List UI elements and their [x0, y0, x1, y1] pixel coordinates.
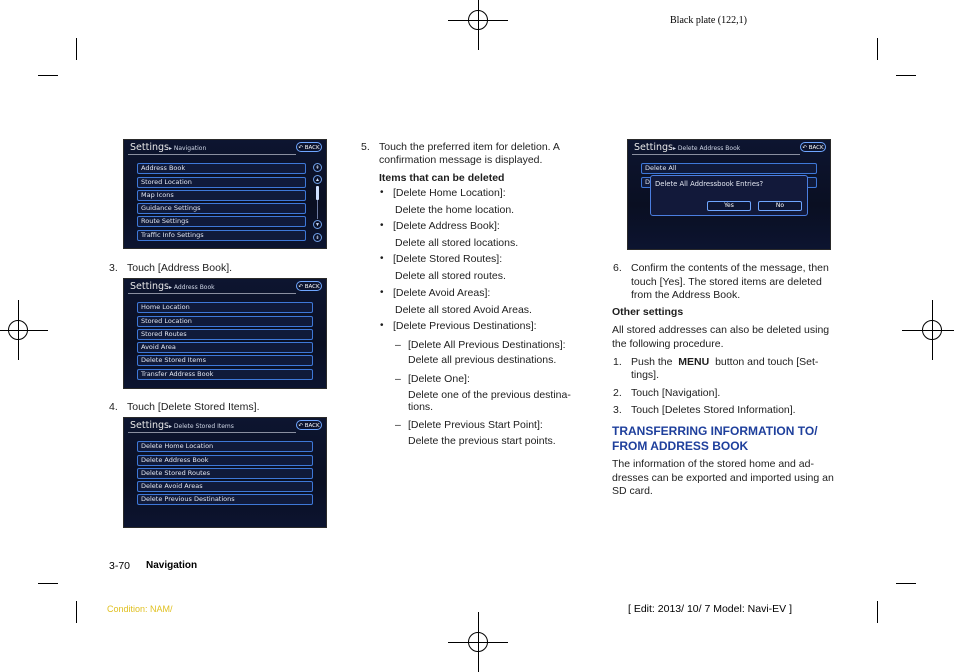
menu-item-transfer-address-book[interactable]: Transfer Address Book — [137, 369, 313, 380]
screen-title: Settings▸ Delete Stored Items — [130, 420, 234, 431]
step-text: from the Address Book. — [631, 289, 741, 301]
sub-list-item-desc: Delete the previous start points. — [408, 435, 556, 447]
list-item: [Delete Previous Destinations]: — [393, 320, 537, 332]
screen-address-book — [123, 278, 327, 389]
step-text: Confirm the contents of the message, then — [631, 262, 829, 274]
menu-key-label: MENU — [678, 356, 710, 368]
screen-subtitle: ▸ Delete Stored Items — [168, 423, 234, 430]
menu-item-avoid-area[interactable]: Avoid Area — [137, 342, 313, 353]
menu-item-delete-previous-destinations[interactable]: Delete Previous Destinations — [137, 494, 313, 505]
menu-item-delete-address-book[interactable]: Delete Address Book — [137, 455, 313, 466]
screen-subtitle: ▸ Address Book — [168, 284, 215, 291]
bullet-icon: • — [380, 187, 384, 198]
back-button[interactable]: ↶ BACK — [800, 142, 826, 152]
dash-icon: – — [395, 373, 401, 385]
menu-item-home-location[interactable]: Home Location — [137, 302, 313, 313]
registration-mark-right — [902, 300, 954, 360]
screen-title: Settings▸ Delete Address Book — [634, 142, 741, 153]
paragraph: the following procedure. — [612, 338, 724, 350]
step-number: 6. — [613, 262, 622, 274]
crop-mark — [896, 75, 916, 76]
sub-list-item: [Delete All Previous Destinations]: — [408, 339, 566, 351]
list-item-desc: Delete all stored routes. — [395, 270, 506, 282]
sub-list-item-desc: Delete all previous destinations. — [408, 354, 557, 366]
crop-mark — [877, 601, 878, 623]
section-heading: FROM ADDRESS BOOK — [612, 439, 749, 453]
step-number: 3. — [109, 262, 118, 274]
back-button[interactable]: ↶ BACK — [296, 281, 322, 291]
scroll-top-icon[interactable]: ⇞ — [313, 163, 322, 172]
registration-mark-top — [448, 0, 508, 50]
step-text: touch [Yes]. The stored items are deleted — [631, 276, 822, 288]
step-text: confirmation message is displayed. — [379, 154, 543, 166]
crop-mark — [38, 583, 58, 584]
confirm-dialog — [650, 175, 808, 216]
paragraph: dresses can be exported and imported using an — [612, 472, 834, 484]
dash-icon: – — [395, 339, 401, 351]
step-text: Push the MENU button and touch [Set- — [631, 356, 819, 368]
menu-item-delete-partial[interactable]: D — [641, 177, 817, 188]
title-divider — [128, 432, 296, 433]
step-text: tings]. — [631, 369, 660, 381]
screen-delete-stored-items — [123, 417, 327, 528]
crop-mark — [896, 583, 916, 584]
scroll-up-icon[interactable]: ▲ — [313, 175, 322, 184]
step-text: Touch [Delete Stored Items]. — [127, 401, 260, 413]
menu-item-delete-stored-routes[interactable]: Delete Stored Routes — [137, 468, 313, 479]
page-number: 3-70 — [109, 560, 131, 572]
registration-mark-bottom — [448, 612, 508, 672]
bullet-icon: • — [380, 253, 384, 264]
screen-navigation — [123, 139, 327, 249]
bullet-icon: • — [380, 320, 384, 331]
menu-item-stored-location[interactable]: Stored Location — [137, 177, 306, 188]
step-number: 4. — [109, 401, 118, 413]
scroll-down-icon[interactable]: ▼ — [313, 220, 322, 229]
screen-title: Settings▸ Navigation — [130, 142, 207, 153]
scrollbar-thumb[interactable] — [316, 186, 319, 200]
sub-list-item: [Delete One]: — [408, 373, 470, 385]
paragraph: The information of the stored home and ad- — [612, 458, 814, 470]
menu-item-delete-all[interactable]: Delete All — [641, 163, 817, 174]
bullet-icon: • — [380, 220, 384, 231]
sub-list-item-desc: tions. — [408, 401, 434, 413]
step-number: 2. — [613, 387, 622, 399]
list-item: [Delete Avoid Areas]: — [393, 287, 491, 299]
sub-list-item-desc: Delete one of the previous destina- — [408, 389, 571, 401]
back-button[interactable]: ↶ BACK — [296, 420, 322, 430]
menu-item-delete-stored-items[interactable]: Delete Stored Items — [137, 355, 313, 366]
paragraph: All stored addresses can also be deleted using — [612, 324, 830, 336]
menu-item-address-book[interactable]: Address Book — [137, 163, 306, 174]
list-item: [Delete Home Location]: — [393, 187, 506, 199]
bullet-icon: • — [380, 287, 384, 298]
condition-label: Condition: NAM/ — [107, 604, 173, 614]
menu-item-guidance-settings[interactable]: Guidance Settings — [137, 203, 306, 214]
menu-item-stored-routes[interactable]: Stored Routes — [137, 329, 313, 340]
dash-icon: – — [395, 419, 401, 431]
menu-item-delete-home-location[interactable]: Delete Home Location — [137, 441, 313, 452]
section-name: Navigation — [146, 560, 198, 571]
screen-title: Settings▸ Address Book — [130, 281, 215, 292]
sub-list-item: [Delete Previous Start Point]: — [408, 419, 543, 431]
edit-info: [ Edit: 2013/ 10/ 7 Model: Navi-EV ] — [628, 603, 793, 615]
step-number: 5. — [361, 141, 370, 153]
no-button[interactable]: No — [758, 201, 802, 211]
menu-item-traffic-info-settings[interactable]: Traffic Info Settings — [137, 230, 306, 241]
list-item: [Delete Stored Routes]: — [393, 253, 503, 265]
screen-subtitle: ▸ Navigation — [168, 145, 207, 152]
menu-item-stored-location[interactable]: Stored Location — [137, 316, 313, 327]
crop-mark — [877, 38, 878, 60]
yes-button[interactable]: Yes — [707, 201, 751, 211]
back-button[interactable]: ↶ BACK — [296, 142, 322, 152]
scroll-bottom-icon[interactable]: ⇟ — [313, 233, 322, 242]
step-number: 1. — [613, 356, 622, 368]
screen-delete-address-book — [627, 139, 831, 250]
list-item: [Delete Address Book]: — [393, 220, 500, 232]
list-item-desc: Delete all stored locations. — [395, 237, 519, 249]
step-number: 3. — [613, 404, 622, 416]
crop-mark — [38, 75, 58, 76]
plate-label: Black plate (122,1) — [670, 15, 747, 26]
step-text: Touch the preferred item for deletion. A — [379, 141, 560, 153]
title-divider — [632, 154, 800, 155]
menu-item-map-icons[interactable]: Map Icons — [137, 190, 306, 201]
menu-item-delete-avoid-areas[interactable]: Delete Avoid Areas — [137, 481, 313, 492]
menu-item-route-settings[interactable]: Route Settings — [137, 216, 306, 227]
paragraph: SD card. — [612, 485, 653, 497]
list-item-desc: Delete the home location. — [395, 204, 515, 216]
step-text: Touch [Navigation]. — [631, 387, 721, 399]
title-divider — [128, 293, 296, 294]
subheading: Items that can be deleted — [379, 172, 505, 184]
title-divider — [128, 154, 296, 155]
list-item-desc: Delete all stored Avoid Areas. — [395, 304, 532, 316]
subheading: Other settings — [612, 306, 684, 318]
registration-mark-left — [0, 300, 48, 360]
section-heading: TRANSFERRING INFORMATION TO/ — [612, 424, 818, 438]
dialog-message: Delete All Addressbook Entries? — [655, 180, 764, 188]
step-text: Touch [Deletes Stored Information]. — [631, 404, 796, 416]
screen-subtitle: ▸ Delete Address Book — [672, 145, 741, 152]
crop-mark — [76, 601, 77, 623]
step-text: Touch [Address Book]. — [127, 262, 233, 274]
crop-mark — [76, 38, 77, 60]
